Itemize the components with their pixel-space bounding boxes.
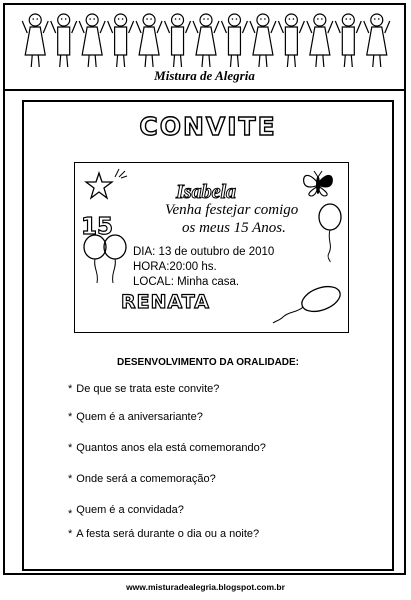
child-figure bbox=[22, 14, 48, 67]
bullet-star: * bbox=[68, 411, 73, 423]
bullet-star: * bbox=[68, 473, 73, 485]
worksheet-frame bbox=[22, 100, 394, 571]
header-band bbox=[5, 5, 404, 91]
event-date: DIA: 13 de outubro de 2010 bbox=[133, 246, 275, 258]
question-item bbox=[68, 473, 216, 485]
balloon-lying-icon bbox=[271, 283, 347, 327]
question-item bbox=[68, 383, 219, 395]
bullet-star: * bbox=[68, 442, 73, 454]
question-text: Quem é a convidada? bbox=[76, 504, 184, 516]
star-icon bbox=[83, 171, 115, 201]
question-item bbox=[68, 504, 184, 520]
child-figure bbox=[108, 14, 134, 67]
question-item bbox=[68, 442, 266, 454]
child-figure bbox=[79, 14, 105, 67]
question-text: De que se trata este convite? bbox=[76, 383, 220, 395]
child-figure bbox=[136, 14, 162, 67]
question-text: Quem é a aniversariante? bbox=[76, 411, 203, 423]
invitation-card bbox=[74, 162, 349, 333]
child-figure bbox=[193, 14, 219, 67]
child-figure bbox=[165, 14, 191, 67]
page-frame bbox=[3, 3, 406, 575]
bullet-star: * bbox=[68, 528, 73, 540]
child-figure bbox=[364, 14, 390, 67]
child-figure bbox=[221, 14, 247, 67]
children-row-illustration bbox=[21, 11, 391, 69]
child-figure bbox=[335, 14, 361, 67]
butterfly-icon bbox=[298, 169, 338, 199]
invite-heading: CONVITE bbox=[139, 112, 277, 141]
age-number: 15 bbox=[81, 214, 114, 240]
child-figure bbox=[250, 14, 276, 67]
event-place: LOCAL: Minha casa. bbox=[133, 276, 240, 288]
child-figure bbox=[307, 14, 333, 67]
child-figure bbox=[51, 14, 77, 67]
child-figure bbox=[278, 14, 304, 67]
bullet-star: * bbox=[68, 508, 73, 520]
event-time: HORA:20:00 hs. bbox=[133, 261, 217, 273]
question-text: Onde será a comemoração? bbox=[76, 473, 216, 485]
question-item bbox=[68, 411, 203, 423]
question-item bbox=[68, 528, 259, 540]
guest-signature: RENATA bbox=[121, 291, 210, 313]
question-text: Quantos anos ela está comemorando? bbox=[76, 442, 266, 454]
balloons-icon bbox=[81, 233, 129, 285]
question-text: A festa será durante o dia ou a noite? bbox=[76, 528, 260, 540]
birthday-name: Isabela bbox=[176, 181, 236, 203]
section-heading: DESENVOLVIMENTO DA ORALIDADE: bbox=[116, 357, 300, 368]
brand-title: Mistura de Alegria bbox=[154, 68, 255, 83]
bullet-star: * bbox=[68, 383, 73, 395]
footer-url: www.misturadealegria.blogspot.com.br bbox=[126, 582, 285, 592]
balloon-icon bbox=[315, 203, 345, 263]
invite-message-line-1: Venha festejar comigo bbox=[165, 202, 299, 218]
invite-message-line-2: os meus 15 Anos. bbox=[182, 220, 286, 236]
sparkle-icon bbox=[113, 165, 129, 179]
